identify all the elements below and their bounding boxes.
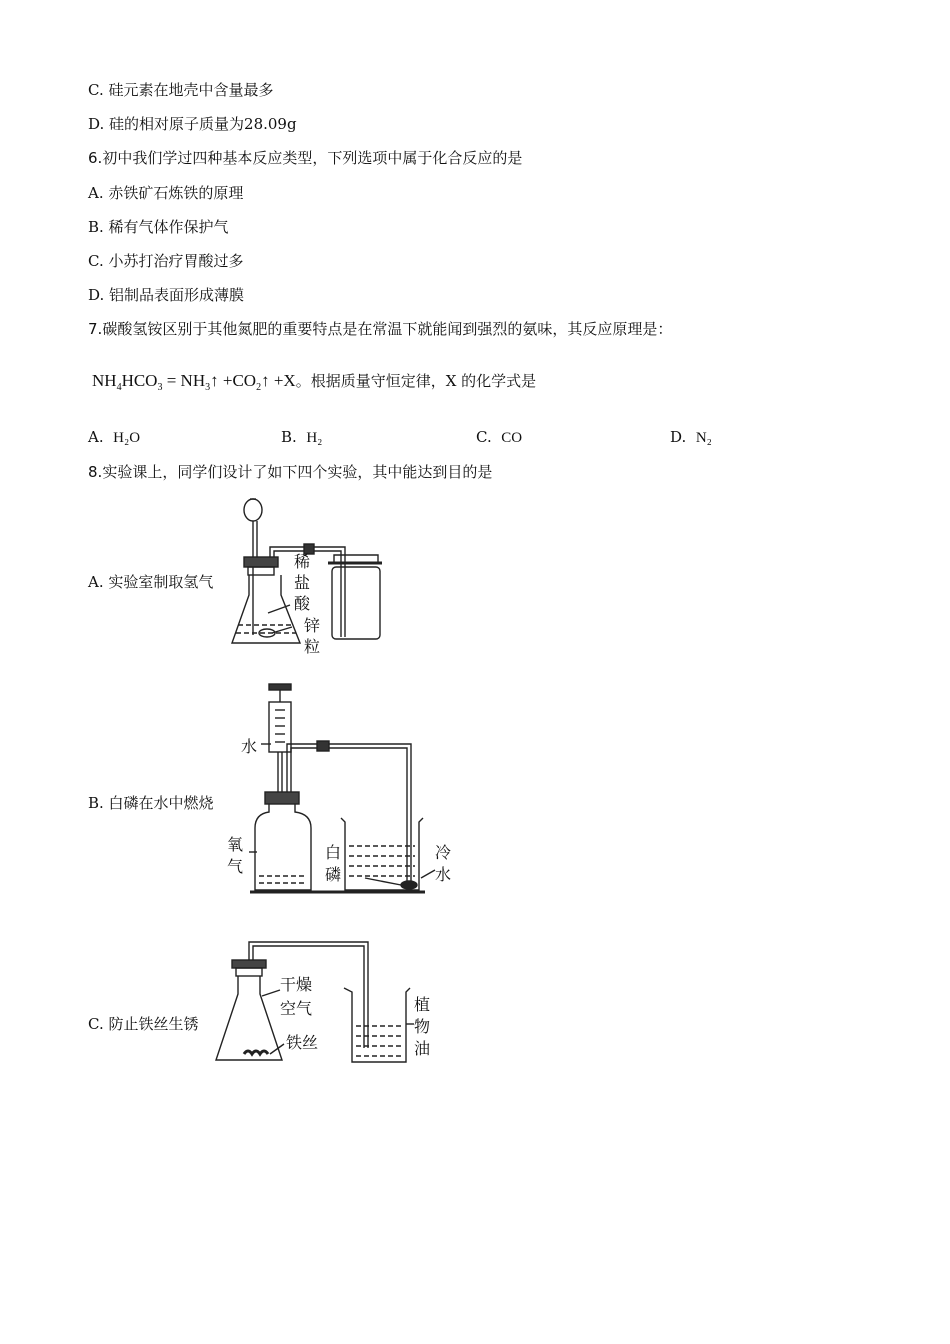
gas-jar: [332, 567, 380, 639]
exp-c-oil-2: 物: [414, 1017, 431, 1036]
delivery-tube-b: [287, 744, 411, 885]
exp-b-cold-2: 水: [435, 865, 452, 884]
bottle-stopper: [265, 792, 299, 804]
q7-tail: 。根据质量守恒定律，X 的化学式是: [295, 372, 537, 390]
exp-c-iron: 铁丝: [286, 1033, 319, 1052]
oxygen-bottle: [255, 804, 311, 890]
syringe-plunger: [269, 684, 291, 690]
q6-option-b: B. 稀有气体作保护气: [88, 218, 229, 236]
flask-c-stopper: [232, 960, 266, 968]
exp-c-oil-3: 油: [414, 1039, 431, 1058]
q7-number: 7.: [88, 320, 103, 338]
q7-stem: [88, 319, 672, 339]
exp-a-acid-2: 盐: [294, 573, 311, 592]
q7-option-b: B. H₂: [281, 428, 323, 446]
exp-b-phos-2: 磷: [325, 865, 342, 884]
q8-stem: [88, 462, 492, 482]
exp-c-oil-1: 植: [414, 995, 431, 1014]
funnel-bulb: [244, 499, 262, 521]
exp-b-oxygen-1: 氧: [227, 835, 244, 854]
exp-a-acid-1: 稀: [294, 552, 311, 571]
q8-stem-text: 实验课上，同学们设计了如下四个实验，其中能达到目的是: [102, 463, 493, 481]
q6-stem: [88, 148, 522, 168]
exp-b-cold-1: 冷: [435, 843, 452, 862]
exp-b-water: 水: [241, 737, 258, 756]
oil-beaker: [344, 988, 410, 1062]
conical-flask: [232, 575, 300, 643]
exp-b-diagram: [225, 680, 465, 900]
exp-b-phos-1: 白: [325, 843, 342, 862]
q7-equation: $NH_4HCO_3$ = $NH_3↑$ $+CO_2↑ +X$。根据质量守恒定律，X 的化学式是: [92, 371, 537, 393]
q7-option-d: D. N₂: [670, 428, 712, 446]
q7-stem-text: 碳酸氢铵区别于其他氮肥的重要特点是在常温下就能闻到强烈的氨味，其反应原理是：: [102, 320, 673, 338]
q6-number: 6.: [88, 149, 103, 167]
q5-option-c: C. 硅元素在地壳中含量最多: [88, 81, 274, 99]
q6-option-a: A. 赤铁矿石炼铁的原理: [88, 184, 244, 202]
flask-stopper: [244, 557, 278, 567]
q6-stem-text: 初中我们学过四种基本反应类型，下列选项中属于化合反应的是: [102, 149, 523, 167]
q8-number: 8.: [88, 463, 103, 481]
exp-a-zinc-1: 锌: [304, 616, 321, 635]
exp-a-zinc-2: 粒: [304, 637, 321, 656]
exp-b-oxygen-2: 气: [227, 857, 244, 876]
conical-flask-c: [216, 976, 282, 1060]
exp-a-acid-3: 酸: [294, 594, 311, 613]
q7-option-a: A. H₂O: [88, 428, 141, 446]
q6-option-d: D. 铝制品表面形成薄膜: [88, 286, 245, 304]
q5-option-d: D. 硅的相对原子质量为28.09g: [88, 115, 297, 133]
exp-a-diagram: [220, 495, 390, 665]
exp-c-dry-air-2: 空气: [280, 999, 313, 1018]
exp-c-diagram: [212, 938, 442, 1068]
exp-c-label: C. 防止铁丝生锈: [88, 1015, 199, 1033]
exp-c-dry-air-1: 干燥: [280, 975, 313, 994]
q6-option-c: C. 小苏打治疗胃酸过多: [88, 252, 244, 270]
exp-a-label: A. 实验室制取氢气: [88, 573, 214, 591]
q7-option-c: C. CO: [476, 428, 523, 446]
exp-b-label: B. 白磷在水中燃烧: [88, 794, 214, 812]
